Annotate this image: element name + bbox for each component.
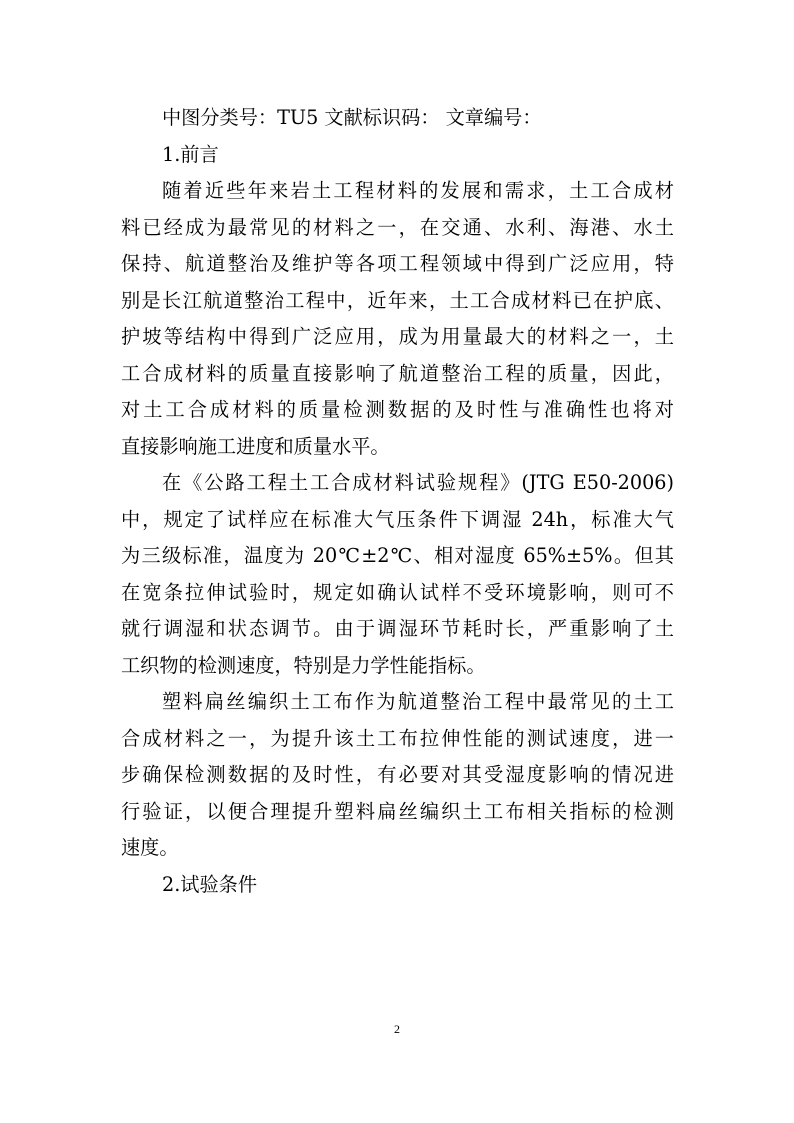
paragraph-line: 在《公路工程土工合成材料试验规程》(JTG E50-2006) [162, 471, 674, 494]
paragraph-introduction [121, 173, 674, 465]
page-number: 2 [394, 1022, 400, 1036]
paragraph-line: 护坡等结构中得到广泛应用，成为用量最大的材料之一，土 [121, 325, 674, 348]
section-heading-introduction: 1.前言 [162, 142, 219, 166]
paragraph-line: 就行调湿和状态调节。由于调湿环节耗时长，严重影响了土 [121, 617, 674, 640]
paragraph-line: 工合成材料的质量直接影响了航道整治工程的质量，因此， [121, 361, 674, 385]
paragraph-line: 在宽条拉伸试验时，规定如确认试样不受环境影响，则可不 [121, 580, 674, 604]
paragraph-purpose [121, 684, 674, 867]
paragraph-line: 塑料扁丝编织土工布作为航道整治工程中最常见的土工 [162, 690, 674, 713]
paragraph-line: 中，规定了试样应在标准大气压条件下调湿 24h，标准大气 [121, 507, 674, 531]
paragraph-line: 料已经成为最常见的材料之一，在交通、水利、海港、水土 [121, 215, 674, 239]
paragraph-line: 直接影响施工进度和质量水平。 [121, 434, 390, 458]
paragraph-line: 保持、航道整治及维护等各项工程领域中得到广泛应用，特 [121, 252, 674, 275]
section-heading-test-conditions: 2.试验条件 [162, 872, 258, 896]
paragraph-line: 合成材料之一，为提升该土工布拉伸性能的测试速度，进一 [121, 726, 674, 750]
paragraph-line: 工织物的检测速度，特别是力学性能指标。 [121, 653, 486, 677]
paragraph-line: 对土工合成材料的质量检测数据的及时性与准确性也将对 [121, 398, 674, 421]
document-body [121, 100, 674, 903]
paragraph-line: 随着近些年来岩土工程材料的发展和需求，土工合成材 [162, 179, 674, 202]
paragraph-line: 行验证，以便合理提升塑料扁丝编织土工布相关指标的检测 [121, 799, 674, 823]
paragraph-line: 速度。 [121, 836, 179, 859]
paragraph-standard [121, 465, 674, 684]
classification-line: 中图分类号：TU5 文献标识码： 文章编号： [162, 106, 542, 129]
paragraph-line: 步确保检测数据的及时性，有必要对其受湿度影响的情况进 [121, 763, 674, 786]
paragraph-line: 别是长江航道整治工程中，近年来，土工合成材料已在护底、 [121, 288, 674, 312]
paragraph-line: 为三级标准，温度为 20℃±2℃、相对湿度 65%±5%。但其 [121, 544, 674, 567]
